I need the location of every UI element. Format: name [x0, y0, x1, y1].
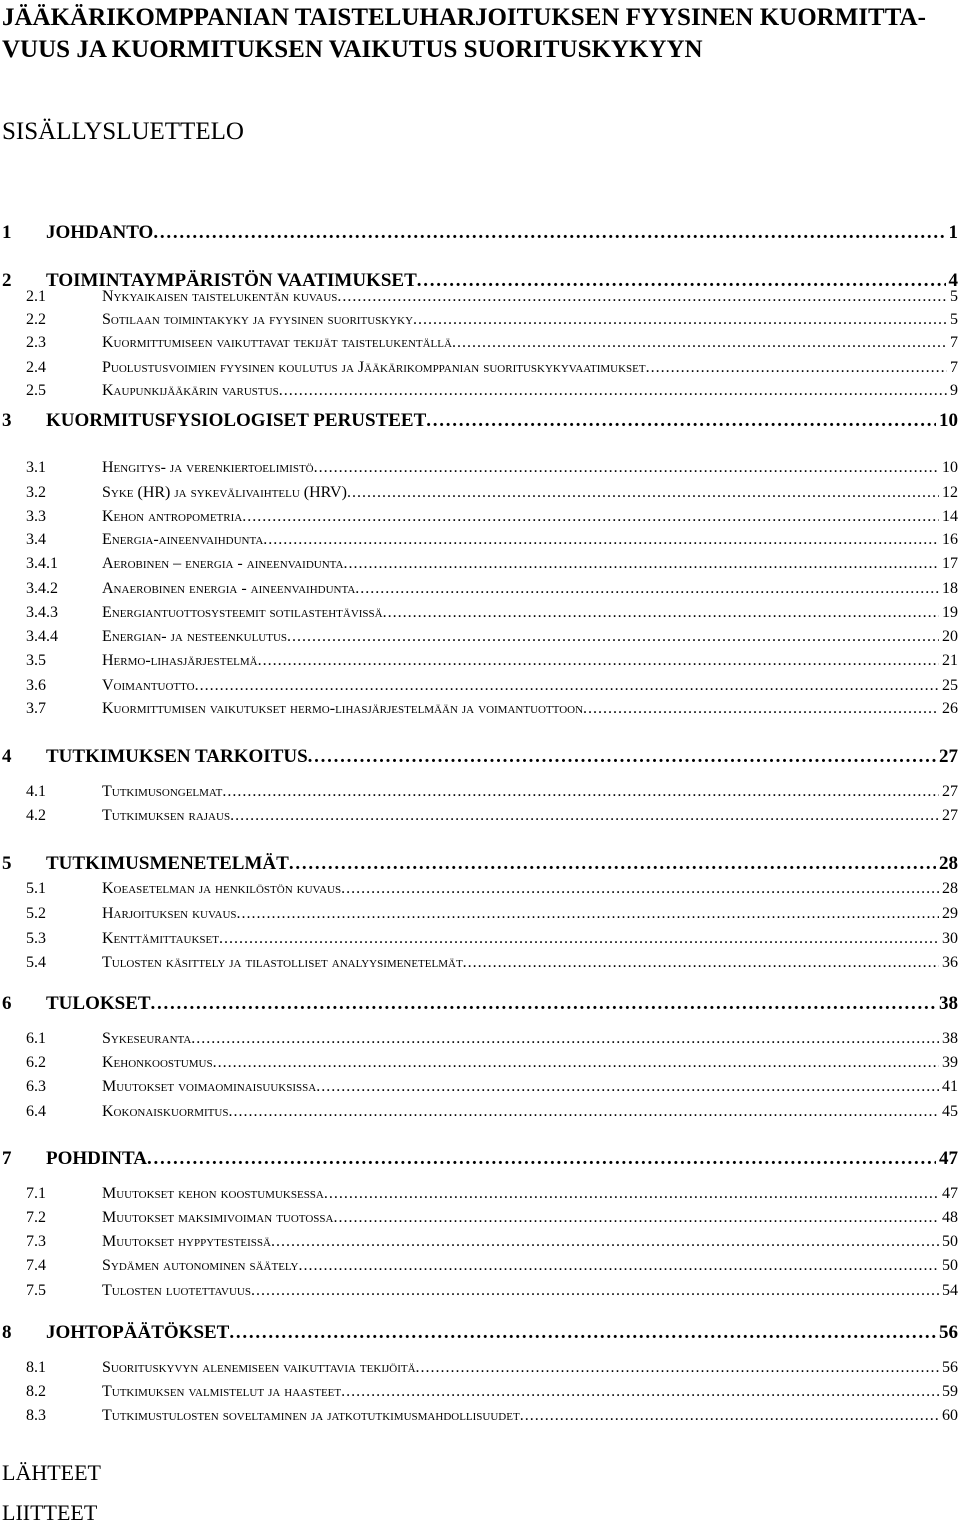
- toc-entry-page-number: 9: [950, 382, 958, 399]
- toc-entry-label: Syke (HR) ja sykevälivaihtelu (HRV): [102, 484, 347, 501]
- toc-entry-label: Kuormittumiseen vaikuttavat tekijät taistelukentällä: [102, 334, 452, 351]
- toc-entry-number: 4.1: [26, 783, 46, 800]
- toc-entry-number: 3.2: [26, 484, 46, 501]
- toc-entry-number: 6.1: [26, 1030, 46, 1047]
- dot-leader: [355, 580, 939, 598]
- toc-entry-page-number: 18: [942, 580, 958, 597]
- toc-entry-number: 3: [2, 410, 12, 431]
- dot-leader: [337, 288, 947, 306]
- toc-entry-label: Kuormittumisen vaikutukset hermo-lihasjärjestelmään ja voimantuottoon: [102, 700, 584, 717]
- dot-leader: [213, 1054, 939, 1072]
- dot-leader: [195, 677, 939, 695]
- toc-entry-number: 6.4: [26, 1103, 46, 1120]
- toc-entry[interactable]: [2, 652, 958, 676]
- toc-entry[interactable]: [2, 807, 958, 831]
- toc-entry-number: 4: [2, 746, 12, 767]
- dot-leader: [271, 1233, 939, 1251]
- dot-leader: [333, 1209, 939, 1227]
- dot-leader: [287, 628, 939, 646]
- toc-entry-page-number: 29: [942, 905, 958, 922]
- dot-leader: [251, 1282, 939, 1300]
- toc-entry-label: Tutkimuksen valmistelut ja haasteet: [102, 1383, 342, 1400]
- toc-entry[interactable]: [2, 531, 958, 555]
- toc-entry[interactable]: [2, 580, 958, 604]
- toc-entry-number: 4.2: [26, 807, 46, 824]
- toc-entry-label: Muutokset voimaominaisuuksissa: [102, 1078, 317, 1095]
- toc-entry[interactable]: [2, 604, 958, 628]
- dot-leader: [242, 508, 939, 526]
- toc-entry[interactable]: [2, 1359, 958, 1383]
- toc-entry-number: 3.1: [26, 459, 46, 476]
- toc-entry-page-number: 30: [942, 930, 958, 947]
- toc-entry[interactable]: [2, 677, 958, 701]
- toc-entry-page-number: 56: [939, 1322, 958, 1343]
- toc-entry-number: 2.2: [26, 311, 46, 328]
- toc-entry-number: 3.4: [26, 531, 46, 548]
- toc-entry[interactable]: [2, 954, 958, 978]
- toc-entry-number: 3.3: [26, 508, 46, 525]
- toc-entry-label: KUORMITUSFYSIOLOGISET PERUSTEET: [46, 410, 427, 431]
- toc-entry-number: 6.3: [26, 1078, 46, 1095]
- toc-entry-page-number: 10: [939, 410, 958, 431]
- toc-entry-label: POHDINTA: [46, 1148, 147, 1169]
- toc-entry-number: 3.7: [26, 700, 46, 717]
- toc-entry-label: Harjoituksen kuvaus: [102, 905, 237, 922]
- toc-entry-page-number: 25: [942, 677, 958, 694]
- dot-leader: [230, 807, 939, 825]
- toc-entry[interactable]: [2, 783, 958, 807]
- toc-entry-page-number: 28: [939, 853, 958, 874]
- toc-entry-page-number: 27: [942, 783, 958, 800]
- dot-leader: [279, 382, 947, 400]
- toc-entry[interactable]: [2, 382, 958, 406]
- toc-entry-label: Sydämen autonominen säätely: [102, 1257, 299, 1274]
- toc-entry-label: Sotilaan toimintakyky ja fyysinen suorituskyky: [102, 311, 414, 328]
- toc-entry-page-number: 50: [942, 1233, 958, 1250]
- toc-entry-number: 3.4.2: [26, 580, 58, 597]
- toc-entry[interactable]: [2, 334, 958, 358]
- toc-entry-number: 2: [2, 270, 12, 291]
- toc-entry[interactable]: [2, 1030, 958, 1054]
- dot-leader: [147, 1148, 936, 1170]
- toc-entry[interactable]: [2, 905, 958, 929]
- toc-entry-page-number: 4: [948, 270, 958, 291]
- toc-entry-page-number: 36: [942, 954, 958, 971]
- toc-entry[interactable]: [2, 853, 958, 877]
- toc-heading: SISÄLLYSLUETTELO: [2, 118, 244, 145]
- toc-entry[interactable]: [2, 1148, 958, 1172]
- appendices-heading[interactable]: LIITTEET: [2, 1500, 98, 1525]
- toc-entry-page-number: 41: [942, 1078, 958, 1095]
- dot-leader: [237, 905, 939, 923]
- toc-entry-label: Tutkimustulosten soveltaminen ja jatkotutkimusmahdollisuudet: [102, 1407, 520, 1424]
- toc-entry-page-number: 12: [942, 484, 958, 501]
- dot-leader: [413, 311, 947, 329]
- toc-entry-label: Nykyaikaisen taistelukentän kuvaus: [102, 288, 338, 305]
- toc-entry-page-number: 59: [942, 1383, 958, 1400]
- toc-entry-number: 7.5: [26, 1282, 46, 1299]
- toc-entry-label: Sykeseuranta: [102, 1030, 192, 1047]
- toc-entry-page-number: 10: [942, 459, 958, 476]
- toc-entry[interactable]: [2, 1322, 958, 1346]
- toc-entry[interactable]: [2, 930, 958, 954]
- toc-entry[interactable]: [2, 1209, 958, 1233]
- toc-entry-number: 7.3: [26, 1233, 46, 1250]
- toc-entry-page-number: 28: [942, 880, 958, 897]
- toc-entry-label: Hengitys- ja verenkiertoelimistö: [102, 459, 314, 476]
- dot-leader: [646, 359, 947, 377]
- toc-entry-number: 1: [2, 222, 12, 243]
- toc-entry-number: 3.4.4: [26, 628, 58, 645]
- dot-leader: [347, 484, 939, 502]
- toc-entry-number: 3.5: [26, 652, 46, 669]
- dot-leader: [298, 1257, 939, 1275]
- toc-entry-label: Muutokset hyppytesteissä: [102, 1233, 271, 1250]
- toc-entry[interactable]: [2, 628, 958, 652]
- toc-entry-number: 8: [2, 1322, 12, 1343]
- toc-entry-number: 8.2: [26, 1383, 46, 1400]
- toc-entry-page-number: 19: [942, 604, 958, 621]
- toc-entry[interactable]: [2, 993, 958, 1017]
- toc-entry-number: 5.2: [26, 905, 46, 922]
- toc-entry-label: TUTKIMUKSEN TARKOITUS: [46, 746, 308, 767]
- toc-entry-page-number: 26: [942, 700, 958, 717]
- toc-entry-label: Energiantuottosysteemit sotilastehtävissä: [102, 604, 383, 621]
- toc-entry[interactable]: [2, 288, 958, 312]
- toc-entry[interactable]: [2, 746, 958, 770]
- toc-entry-label: Energia-aineenvaihdunta: [102, 531, 264, 548]
- toc-entry-number: 2.3: [26, 334, 46, 351]
- toc-entry-page-number: 54: [942, 1282, 958, 1299]
- toc-entry-number: 8.1: [26, 1359, 46, 1376]
- toc-entry-page-number: 7: [950, 359, 958, 376]
- toc-entry-page-number: 17: [942, 555, 958, 572]
- toc-entry[interactable]: [2, 359, 958, 383]
- dot-leader: [341, 880, 939, 898]
- toc-entry-number: 5.4: [26, 954, 46, 971]
- toc-entry-label: Muutokset maksimivoiman tuotossa: [102, 1209, 334, 1226]
- document-title-line1: JÄÄKÄRIKOMPPANIAN TAISTELUHARJOITUKSEN FYYSINEN KUORMITTA-: [2, 4, 926, 31]
- toc-entry[interactable]: [2, 222, 958, 246]
- toc-entry-page-number: 1: [948, 222, 958, 243]
- toc-entry-label: Kenttämittaukset: [102, 930, 219, 947]
- toc-entry-label: TUTKIMUSMENETELMÄT: [46, 853, 289, 874]
- toc-entry-page-number: 7: [950, 334, 958, 351]
- toc-entry-page-number: 38: [939, 993, 958, 1014]
- toc-entry[interactable]: [2, 880, 958, 904]
- toc-entry-label: Kehon antropometria: [102, 508, 243, 525]
- toc-entry[interactable]: [2, 1233, 958, 1257]
- toc-entry[interactable]: [2, 459, 958, 483]
- toc-entry-page-number: 39: [942, 1054, 958, 1071]
- toc-entry-label: Anaerobinen energia - aineenvaihdunta: [102, 580, 356, 597]
- dot-leader: [324, 1185, 939, 1203]
- toc-entry-number: 5: [2, 853, 12, 874]
- dot-leader: [153, 222, 945, 244]
- toc-entry-page-number: 45: [942, 1103, 958, 1120]
- toc-entry-number: 3.6: [26, 677, 46, 694]
- dot-leader: [314, 459, 939, 477]
- toc-entry-number: 3.4.1: [26, 555, 58, 572]
- toc-entry-page-number: 14: [942, 508, 958, 525]
- toc-entry[interactable]: [2, 1257, 958, 1281]
- toc-entry-label: Tulosten luotettavuus: [102, 1282, 251, 1299]
- toc-entry[interactable]: [2, 1383, 958, 1407]
- toc-entry-number: 2.1: [26, 288, 46, 305]
- toc-entry-label: Tutkimusongelmat: [102, 783, 223, 800]
- dot-leader: [452, 334, 947, 352]
- toc-entry-page-number: 48: [942, 1209, 958, 1226]
- toc-entry-label: Voimantuotto: [102, 677, 195, 694]
- toc-entry-label: Koeasetelman ja henkilöstön kuvaus: [102, 880, 342, 897]
- toc-entry-label: Hermo-lihasjärjestelmä: [102, 652, 258, 669]
- toc-entry-number: 7.2: [26, 1209, 46, 1226]
- toc-entry-page-number: 47: [942, 1185, 958, 1202]
- toc-entry[interactable]: [2, 700, 958, 724]
- toc-entry[interactable]: [2, 311, 958, 335]
- toc-entry-page-number: 21: [942, 652, 958, 669]
- toc-entry-label: JOHDANTO: [46, 222, 154, 243]
- toc-entry[interactable]: [2, 1078, 958, 1102]
- toc-entry-number: 7.4: [26, 1257, 46, 1274]
- dot-leader: [228, 1103, 939, 1121]
- toc-entry[interactable]: [2, 1407, 958, 1431]
- toc-entry-label: JOHTOPÄÄTÖKSET: [46, 1322, 230, 1343]
- toc-entry-number: 7: [2, 1148, 12, 1169]
- dot-leader: [219, 930, 939, 948]
- dot-leader: [316, 1078, 939, 1096]
- toc-entry-page-number: 5: [950, 311, 958, 328]
- toc-entry-label: Kaupunkijääkärin varustus: [102, 382, 279, 399]
- dot-leader: [258, 652, 939, 670]
- toc-entry-number: 6: [2, 993, 12, 1014]
- toc-entry-number: 8.3: [26, 1407, 46, 1424]
- dot-leader: [583, 700, 939, 718]
- dot-leader: [416, 1359, 939, 1377]
- toc-entry-page-number: 47: [939, 1148, 958, 1169]
- toc-entry-number: 3.4.3: [26, 604, 58, 621]
- dot-leader: [383, 604, 939, 622]
- toc-entry-label: Suorituskyvyn alenemiseen vaikuttavia tekijöitä: [102, 1359, 416, 1376]
- dot-leader: [463, 954, 939, 972]
- toc-entry-page-number: 20: [942, 628, 958, 645]
- toc-entry[interactable]: [2, 1185, 958, 1209]
- toc-entry-page-number: 27: [942, 807, 958, 824]
- toc-entry-number: 7.1: [26, 1185, 46, 1202]
- dot-leader: [289, 853, 936, 875]
- toc-entry-number: 6.2: [26, 1054, 46, 1071]
- toc-entry-page-number: 5: [950, 288, 958, 305]
- dot-leader: [343, 555, 939, 573]
- toc-entry[interactable]: [2, 484, 958, 508]
- toc-entry-page-number: 16: [942, 531, 958, 548]
- toc-entry[interactable]: [2, 555, 958, 579]
- toc-entry-label: TULOKSET: [46, 993, 151, 1014]
- dot-leader: [308, 746, 936, 768]
- toc-entry-label: Aerobinen – energia - aineenvaidunta: [102, 555, 344, 572]
- dot-leader: [341, 1383, 939, 1401]
- dot-leader: [520, 1407, 939, 1425]
- toc-entry-label: Kehonkoostumus: [102, 1054, 213, 1071]
- dot-leader: [229, 1322, 936, 1344]
- toc-entry[interactable]: [2, 1282, 958, 1306]
- dot-leader: [426, 410, 936, 432]
- toc-entry-page-number: 50: [942, 1257, 958, 1274]
- toc-entry-label: Kokonaiskuormitus: [102, 1103, 229, 1120]
- dot-leader: [151, 993, 936, 1015]
- toc-entry-label: Muutokset kehon koostumuksessa: [102, 1185, 324, 1202]
- toc-entry-label: Tutkimuksen rajaus: [102, 807, 231, 824]
- toc-entry-number: 2.4: [26, 359, 46, 376]
- toc-entry-label: TOIMINTAYMPÄRISTÖN VAATIMUKSET: [46, 270, 417, 291]
- toc-entry-page-number: 27: [939, 746, 958, 767]
- dot-leader: [222, 783, 939, 801]
- toc-entry-label: Energian- ja nesteenkulutus: [102, 628, 288, 645]
- toc-entry[interactable]: [2, 410, 958, 434]
- toc-entry-page-number: 56: [942, 1359, 958, 1376]
- toc-entry-number: 2.5: [26, 382, 46, 399]
- toc-entry[interactable]: [2, 1103, 958, 1127]
- toc-entry-label: Tulosten käsittely ja tilastolliset analyysimenetelmät: [102, 954, 463, 971]
- toc-entry-label: Puolustusvoimien fyysinen koulutus ja Jääkärikomppanian suorituskykyvaatimukset: [102, 359, 646, 376]
- document-title-line2: VUUS JA KUORMITUKSEN VAIKUTUS SUORITUSKYKYYN: [2, 36, 703, 63]
- toc-entry-number: 5.1: [26, 880, 46, 897]
- toc-entry-page-number: 60: [942, 1407, 958, 1424]
- toc-entry-number: 5.3: [26, 930, 46, 947]
- toc-entry-page-number: 38: [942, 1030, 958, 1047]
- dot-leader: [191, 1030, 939, 1048]
- references-heading[interactable]: LÄHTEET: [2, 1460, 101, 1485]
- toc-entry[interactable]: [2, 1054, 958, 1078]
- dot-leader: [263, 531, 939, 549]
- toc-entry[interactable]: [2, 508, 958, 532]
